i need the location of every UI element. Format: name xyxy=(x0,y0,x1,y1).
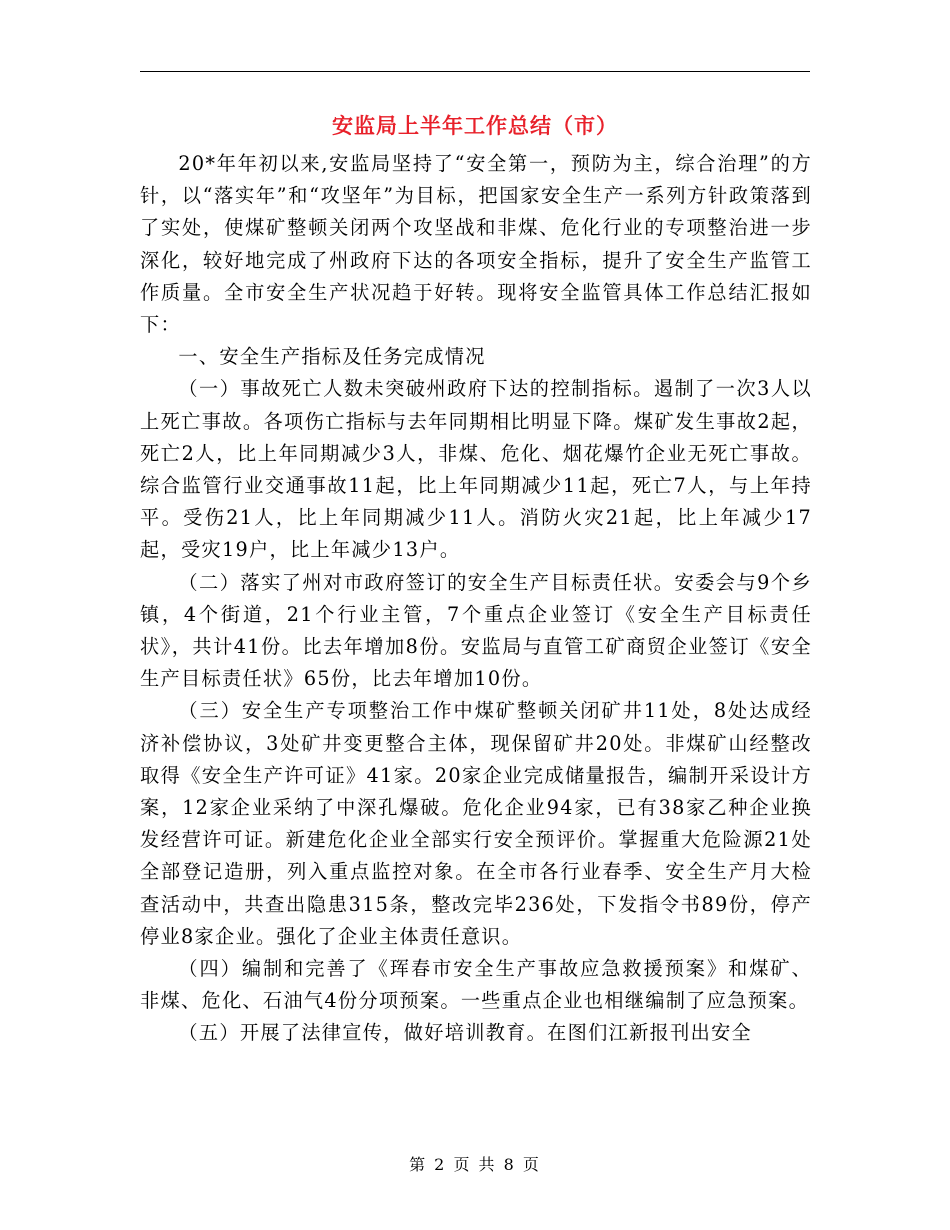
paragraph-item-3: （三）安全生产专项整治工作中煤矿整顿关闭矿井11处，8处达成经济补偿协议，3处矿井变更整合主体，现保留矿井20处。非煤矿山经整改取得《安全生产许可证》41家。20家企业完成储量报告，编制开采设计方案，12家企业采纳了中深孔爆破。危化企业94家，已有38家乙种企业换发经营许可证。新建危化企业全部实行安全预评价。掌握重大危险源21处全部登记造册，列入重点监控对象。在全市各行业春季、安全生产月大检查活动中，共查出隐患315条，整改完毕236处，下发指令书89份，停产停业8家企业。强化了企业主体责任意识。 xyxy=(140,699,812,948)
paragraph-item-5: （五）开展了法律宣传，做好培训教育。在图们江新报刊出安全 xyxy=(178,1021,753,1045)
page-number: 第 2 页 共 8 页 xyxy=(409,1155,541,1174)
document-title: 安监局上半年工作总结（市） xyxy=(332,114,618,138)
paragraph-item-2: （二）落实了州对市政府签订的安全生产目标责任状。安委会与9个乡镇，4个街道，21个行业主管，7个重点企业签订《安全生产目标责任状》，共计41份。比去年增加8份。安监局与直管工矿商贸企业签订《安全生产目标责任状》65份，比去年增加10份。 xyxy=(140,570,812,691)
paragraph-item-1: （一）事故死亡人数未突破州政府下达的控制指标。遏制了一次3人以上死亡事故。各项伤亡指标与去年同期相比明显下降。煤矿发生事故2起，死亡2人，比上年同期减少3人，非煤、危化、烟花爆竹企业无死亡事故。综合监管行业交通事故11起，比上年同期减少11起，死亡7人，与上年持平。受伤21人，比上年同期减少11人。消防火灾21起，比上年减少17起，受灾19户，比上年减少13户。 xyxy=(140,377,812,562)
paragraph-item-4: （四）编制和完善了《珲春市安全生产事故应急救援预案》和煤矿、非煤、危化、石油气4份分项预案。一些重点企业也相继编制了应急预案。 xyxy=(140,957,812,1013)
document-body xyxy=(140,148,812,1050)
header-rule xyxy=(140,71,810,72)
section-heading-1: 一、安全生产指标及任务完成情况 xyxy=(178,345,486,369)
paragraph-intro: 20*年年初以来,安监局坚持了“安全第一，预防为主，综合治理”的方针，以“落实年”和“攻坚年”为目标，把国家安全生产一系列方针政策落到了实处，使煤矿整顿关闭两个攻坚战和非煤、危化行业的专项整治进一步深化，较好地完成了州政府下达的各项安全指标，提升了安全生产监管工作质量。全市安全生产状况趋于好转。现将安全监管具体工作总结汇报如下： xyxy=(140,152,812,337)
